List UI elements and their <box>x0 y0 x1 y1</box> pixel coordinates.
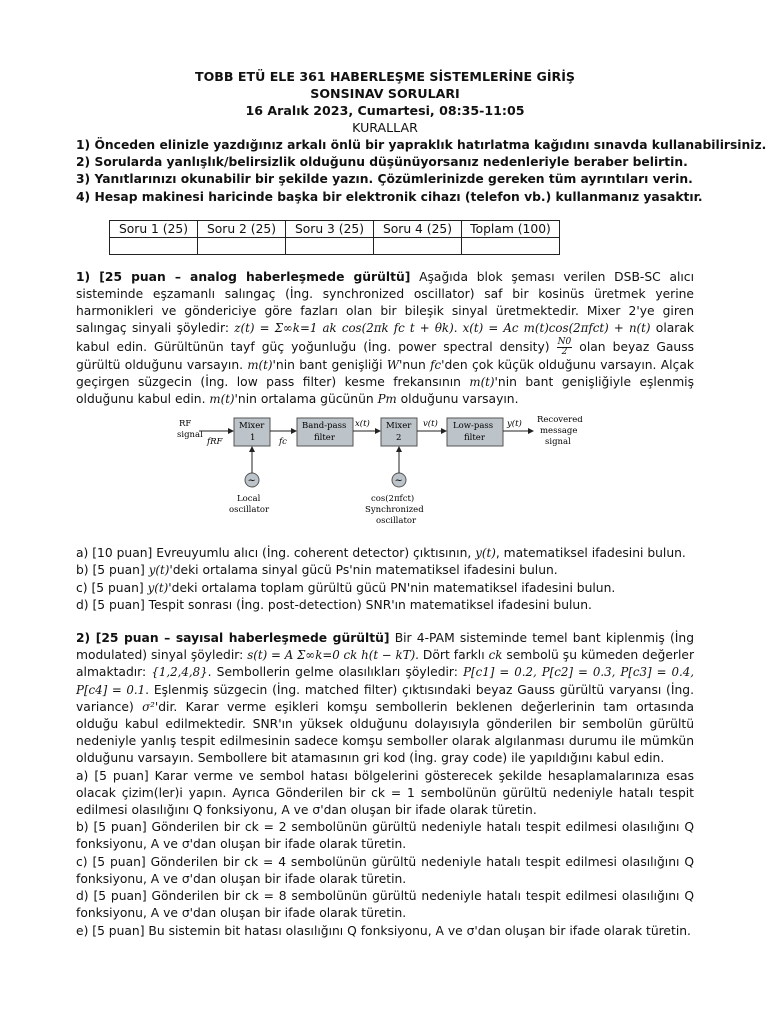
q1-text: 'nin bant genişliğiyle eşlenmiş olduğunu kabul edin. <box>76 374 695 407</box>
score-header-row <box>110 220 560 237</box>
q1-subquestion-b <box>76 562 694 579</box>
fraction-denominator: 2 <box>561 346 568 357</box>
score-empty-row <box>110 237 560 254</box>
v-t-label: v(t) <box>423 419 438 430</box>
question-2-title: 2) [25 puan – sayısal haberleşmede gürültü] <box>76 631 390 646</box>
q2-probabilities: P[c1] = 0.2, P[c2] = 0.3, P[c3] = 0.4, P[c4] = 0.1 <box>76 665 695 697</box>
subq-text: 'deki ortalama toplam gürültü gücü PN'nin matematiksel ifadesini bulun. <box>168 580 616 595</box>
q2-subquestion-d: d) [5 puan] Gönderilen bir ck = 8 sembolünün gürültü nedeniyle hatalı tespit edilmesi olasılığını Q fonksiyonu, A ve σ'dan oluşan bir ifade olarak türetin. <box>76 889 694 921</box>
score-cell <box>286 237 374 254</box>
bandpass-label: Band-pass <box>302 421 347 432</box>
local-osc-tilde: ~ <box>247 475 256 487</box>
rule-item: 1) Önceden elinizle yazdığınız arkalı önlü bir yapraklık hatırlatma kağıdını sınavda kullanabilirsiniz. <box>76 138 767 152</box>
score-table <box>109 220 560 255</box>
synchronized-label: Synchronized <box>365 505 424 516</box>
q2-text: sembolü şu kümeden değerler almaktadır: <box>76 648 695 680</box>
exam-title: SONSINAV SORULARI <box>310 86 460 101</box>
score-header-q4: Soru 4 (25) <box>374 220 462 237</box>
signal-label: signal <box>545 437 571 448</box>
score-header-total: Toplam (100) <box>462 220 560 237</box>
q1-equation-x: x(t) = Ac m(t)cos(2πfct) + n(t) <box>457 321 651 336</box>
q1-text: 'nin ortalama gücünün <box>234 392 378 407</box>
score-header-q3: Soru 3 (25) <box>286 220 374 237</box>
q1-text: olarak kabul edin. Gürültünün tayf güç yoğunluğu (İng. power spectral density) <box>76 321 694 354</box>
lowpass-filter-label: filter <box>464 433 485 444</box>
q1-text: 'nun <box>399 357 431 372</box>
question-2-text <box>76 630 694 768</box>
q1-math: m(t) <box>469 374 495 389</box>
q1-text: olan beyaz Gauss gürültü olduğunu varsayın. <box>76 339 695 372</box>
score-cell <box>462 237 560 254</box>
q2-subquestion-c: c) [5 puan] Gönderilen bir ck = 4 sembolünün gürültü nedeniyle hatalı tespit edilmesi olasılığını Q fonksiyonu, A ve σ'dan oluşan bir ifade olarak türetin. <box>76 854 694 886</box>
q2-subquestion-e: e) [5 puan] Bu sistemin bit hatası olasılığını Q fonksiyonu, A ve σ'dan oluşan bir ifade olarak türetin. <box>76 923 691 938</box>
rf-label: RF <box>179 419 192 430</box>
q2-text: . Eşlenmiş süzgecin (İng. matched filter) çıktısındaki beyaz Gauss gürültü varyansı (İng. variance) <box>76 682 694 714</box>
course-title: TOBB ETÜ ELE 361 HABERLEŞME SİSTEMLERİNE GİRİŞ <box>195 69 575 84</box>
score-header-q2: Soru 2 (25) <box>198 220 286 237</box>
sync-oscillator-label: oscillator <box>376 516 417 527</box>
score-cell <box>110 237 198 254</box>
mixer-1-number: 1 <box>250 433 256 444</box>
q2-text: . Sembollerin gelme olasılıkları şöyledir: <box>207 665 464 680</box>
q1-text: 'nin bant genişliği <box>272 357 387 372</box>
q2-math: ck <box>488 648 503 663</box>
q1-subquestion-c <box>76 580 694 597</box>
score-header-q1: Soru 1 (25) <box>110 220 198 237</box>
q1-text: olduğunu varsayın. <box>396 392 519 407</box>
subq-text: , matematiksel ifadesini bulun. <box>495 546 686 561</box>
q1-text: Aşağıda blok şeması verilen DSB-SC alıcı sisteminde eşzamanlı salıngaç (İng. synchronized oscillator) saf bir kosinüs üretmek yerine harmonikleri ve göndericiye göre fazları olan bir bileşik sinyal üretmektedir. Mixer 2'ye giren salıngaç sinyali şöyledir: <box>76 269 694 336</box>
subq-text: d) [5 puan] Tespit sonrası (İng. post-detection) SNR'ın matematiksel ifadesini bulun. <box>76 597 592 612</box>
lowpass-label: Low-pass <box>453 421 494 432</box>
subq-text: a) [10 puan] Evreuyumlu alıcı (İng. coherent detector) çıktısının, <box>76 546 476 561</box>
subq-math: y(t) <box>148 563 170 578</box>
rule-item: 3) Yanıtlarınızı okunabilir bir şekilde yazın. Çözümlerinizde gereken tüm ayrıntıları verin. <box>76 172 693 187</box>
mixer-1-label: Mixer <box>239 421 265 432</box>
subq-text: b) [5 puan] <box>76 563 149 578</box>
sync-osc-tilde: ~ <box>394 475 403 487</box>
q2-math: σ² <box>142 699 155 714</box>
bandpass-filter-label: filter <box>314 433 335 444</box>
dsb-sc-block-diagram <box>177 416 597 536</box>
q1-math: m(t) <box>247 357 273 372</box>
exam-date: 16 Aralık 2023, Cumartesi, 08:35-11:05 <box>245 103 525 118</box>
f-c-label: fc <box>279 437 287 448</box>
q1-math: Pm <box>377 392 397 407</box>
exam-page <box>76 68 767 940</box>
q2-equation-s: s(t) = A Σ∞k=0 ck h(t − kT). <box>247 648 419 663</box>
subq-text: 'deki ortalama sinyal gücü Ps'nin matematiksel ifadesini bulun. <box>169 563 558 578</box>
cos-label: cos(2πfct) <box>371 494 415 505</box>
rule-item: 2) Sorularda yanlışlık/belirsizlik olduğunu düşünüyorsanız nedenleriyle beraber belirtin. <box>76 155 688 170</box>
q2-text: Bir 4-PAM sisteminde temel bant kiplenmiş (İng modulated) sinyal şöyledir: <box>76 631 694 663</box>
subq-math: y(t) <box>475 546 496 561</box>
q1-math: fc <box>430 357 442 372</box>
rule-item: 4) Hesap makinesi haricinde başka bir elektronik cihazı (telefon vb.) kullanmanız yasaktır. <box>76 189 703 204</box>
mixer-2-label: Mixer <box>386 421 412 432</box>
rules-list <box>76 137 767 206</box>
fraction-numerator: N0 <box>557 336 572 347</box>
question-1-title: 1) [25 puan – analog haberleşmede gürültü] <box>76 269 411 284</box>
subq-math: y(t) <box>147 580 169 595</box>
local-oscillator-label: oscillator <box>229 505 270 516</box>
message-label: message <box>540 426 578 437</box>
rf-signal-label: signal <box>177 430 203 441</box>
x-t-label: x(t) <box>355 419 370 430</box>
local-label: Local <box>237 494 261 505</box>
q1-fraction <box>557 338 573 357</box>
q1-subquestion-a <box>76 545 694 562</box>
question-1-text <box>76 269 694 408</box>
mixer-2-number: 2 <box>396 433 402 444</box>
q2-subquestion-a: a) [5 puan] Karar verme ve sembol hatası bölgelerini gösterecek şekilde hesaplamalarınıza esas olacak çizim(ler)i yapın. Ayrıca Gönderilen bir ck = 1 sembolünün gürültü nedeniyle hatalı tespit edilmesi olasılığını Q fonksiyonu, A ve σ'dan oluşan bir ifade olarak türetin. <box>76 768 694 818</box>
recovered-label: Recovered <box>537 416 583 426</box>
q2-text: 'dir. Karar verme eşikleri komşu sembollerin beklenen değerlerinin tam ortasında olduğu kabul edilmektedir. SNR'ın yüksek olduğunu dolayısıyla gönderilen bir sembolün gürültü nedeniyle yanlış tespit edilmesinin sadece komşu semboller olarak algılanması durumu ile mümkün olduğunu varsayın. Sembollere bit atamasının gri kod (İng. gray code) ile yapıldığını kabul edin. <box>76 699 694 766</box>
score-cell <box>198 237 286 254</box>
score-cell <box>374 237 462 254</box>
q2-text: Dört farklı <box>418 648 489 663</box>
q1-equation-z: z(t) = Σ∞k=1 ak cos(2πk fc t + θk). <box>234 321 458 336</box>
q1-subquestion-d <box>76 597 694 614</box>
rules-heading: KURALLAR <box>352 120 418 135</box>
q1-math: m(t) <box>209 392 235 407</box>
q1-text: 'den çok küçük olduğunu varsayın. Alçak geçirgen süzgecin (İng. low pass filter) kesme frekansının <box>76 357 695 389</box>
q2-subquestion-b: b) [5 puan] Gönderilen bir ck = 2 sembolünün gürültü nedeniyle hatalı tespit edilmesi olasılığını Q fonksiyonu, A ve σ'dan oluşan bir ifade olarak türetin. <box>76 820 694 852</box>
q2-symbol-set: {1,2,4,8} <box>151 665 208 680</box>
subq-text: c) [5 puan] <box>76 580 148 595</box>
y-t-label: y(t) <box>507 419 522 430</box>
f-rf-label: fRF <box>207 437 223 448</box>
q1-math: W <box>386 357 399 372</box>
